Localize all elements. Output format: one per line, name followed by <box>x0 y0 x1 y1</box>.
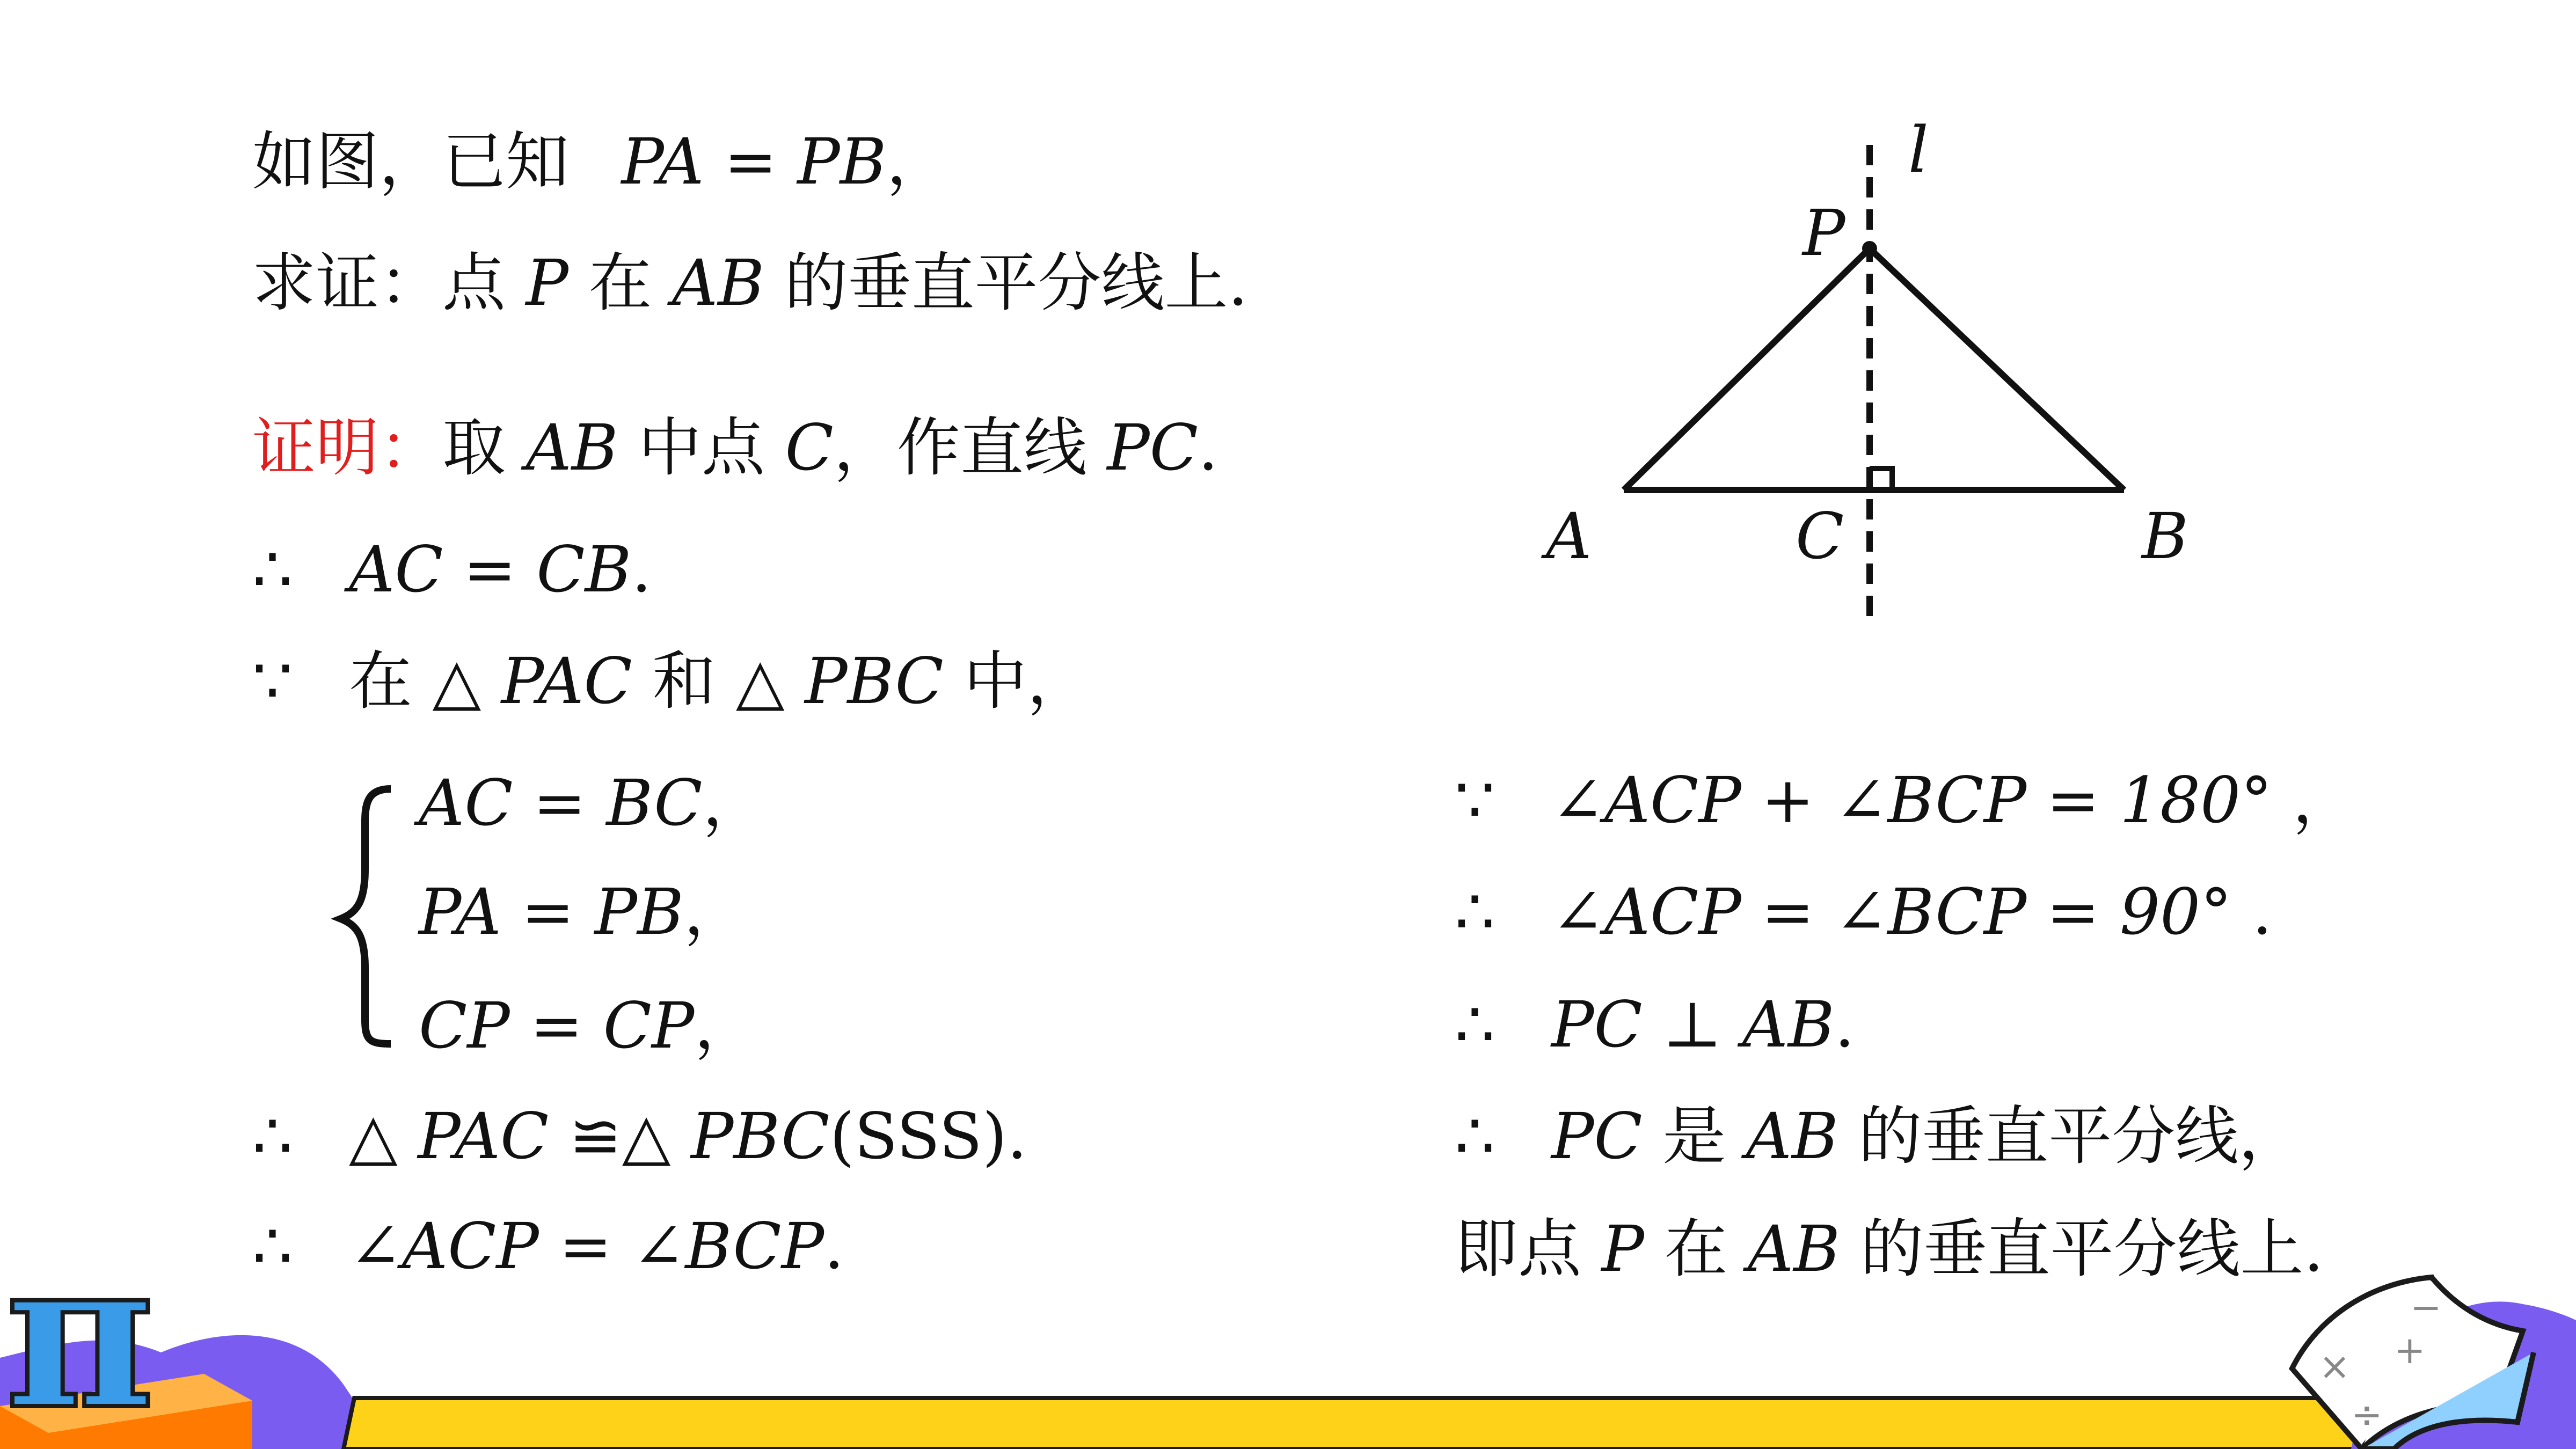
right-step-1: ∵ ∠ACP + ∠BCP = 180° ， <box>1455 763 2356 837</box>
label-c: C <box>1796 499 1844 573</box>
pi-icon: π <box>5 1214 155 1449</box>
segment-pa <box>1624 248 1870 490</box>
svg-text:×: × <box>2319 1344 2351 1388</box>
svg-text:−: − <box>2410 1285 2442 1329</box>
condition-3: CP = CP， <box>419 989 758 1063</box>
svg-text:+: + <box>2394 1328 2426 1372</box>
svg-text:÷: ÷ <box>2351 1393 2383 1437</box>
triangle-figure <box>1541 113 2188 617</box>
right-step-5: 即点 P 在 AB 的垂直平分线上. <box>1455 1212 2324 1286</box>
label-b: B <box>2142 499 2188 573</box>
label-a: A <box>1546 499 1592 573</box>
proof-step-5: ∴ ∠ACP = ∠BCP. <box>252 1209 844 1283</box>
proof-step-3: ∵ 在 △ PAC 和 △ PBC 中， <box>252 644 1091 718</box>
to-prove-line: 求证：点 P 在 AB 的垂直平分线上. <box>252 246 1248 320</box>
proof-step-2: ∴ AC = CB. <box>252 532 652 606</box>
right-step-4: ∴ PC 是 AB 的垂直平分线， <box>1455 1099 2302 1173</box>
segment-pb <box>1870 248 2124 490</box>
proof-step-4: ∴ △ PAC ≌△ PBC(SSS). <box>252 1099 1027 1173</box>
right-step-2: ∴ ∠ACP = ∠BCP = 90° . <box>1455 875 2273 949</box>
label-l: l <box>1908 113 1929 187</box>
given-text: 如图，已知 <box>252 125 570 199</box>
condition-2: PA = PB， <box>419 875 747 949</box>
condition-1: AC = BC， <box>419 766 766 840</box>
given-equation: PA = PB <box>621 125 887 199</box>
right-step-3: ∴ PC ⊥ AB. <box>1455 987 1855 1062</box>
proof-label: 证明： <box>252 411 443 485</box>
given-line: 如图，已知 PA = PB， <box>252 125 950 199</box>
label-p: P <box>1803 196 1845 270</box>
point-p <box>1862 241 1877 256</box>
footer-yellow-bar <box>344 1398 2405 1449</box>
left-brace <box>341 789 391 1044</box>
therefore-symbol: ∴ <box>252 532 293 606</box>
proof-step-1: 证明：取 AB 中点 C，作直线 PC. <box>252 411 1218 485</box>
because-symbol: ∵ <box>252 644 293 718</box>
footer-decoration <box>0 1209 2576 1449</box>
